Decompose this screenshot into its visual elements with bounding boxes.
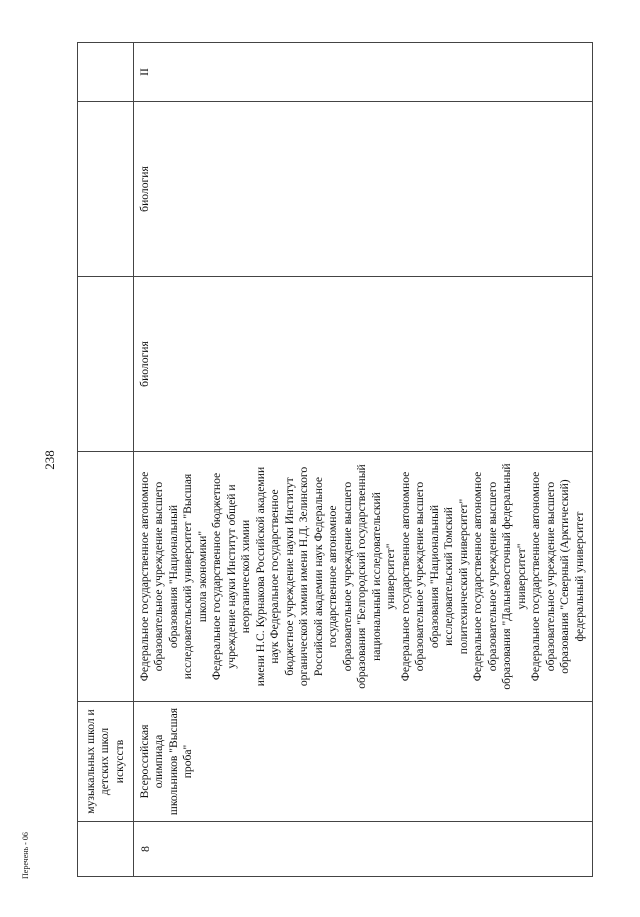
- header-cell-level: [78, 42, 133, 102]
- entry-number: 8: [132, 822, 592, 877]
- header-cell-subject: [78, 102, 133, 277]
- header-cell-education-note: музыкальных школ и детских школ искусств: [78, 702, 133, 822]
- table-header-row: [77, 42, 134, 877]
- level-cell: II: [132, 42, 592, 102]
- olympiad-table: [77, 42, 592, 877]
- profile-cell: биология: [132, 277, 592, 452]
- page-number: 238: [42, 450, 57, 470]
- subject-cell: биология: [132, 102, 592, 277]
- table-row: [132, 42, 593, 877]
- olympiad-name: Всероссийская олимпиада школьников "Высшая проба": [132, 702, 592, 822]
- organizers-list: Федеральное государственное автономное образовательное учреждение высшего образования "Национальный исследовательский университет "Высшая школа экономики" Федеральное государственное бюджетное учреждение науки Институт общей и неорганической химии имени Н.С. Курнакова Российской академии наук Федеральное государственное бюджетное учреждение науки Институт органической химии имени Н.Д. Зелинского Российской академии наук Федеральное государственное автономное образовательное учреждение высшего образования "Белгородский государственный национальный исследовательский университет" Федеральное государственное автономное образовательное учреждение высшего образования "Национальный исследовательский Томский политехнический университет" Федеральное государственное автономное образовательное учреждение высшего образования "Дальневосточный федеральный университет" Федеральное государственное автономное образовательное учреждение высшего образования "Северный (Арктический) федеральный университет: [132, 452, 592, 702]
- header-cell-organizers: [78, 452, 133, 702]
- header-cell-number: [78, 822, 133, 877]
- header-cell-profile: [78, 277, 133, 452]
- footer-note: Перечень - 06: [21, 832, 30, 879]
